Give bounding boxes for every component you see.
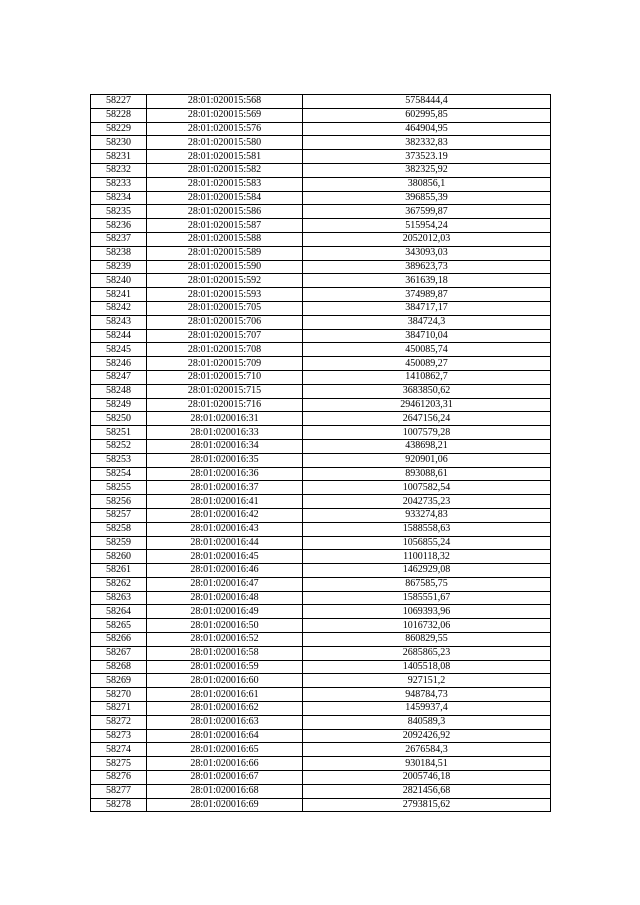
table-row [91, 619, 551, 633]
value-cell: 2676584,3 [303, 743, 551, 757]
table-row [91, 439, 551, 453]
row-number-cell: 58232 [91, 163, 147, 177]
value-cell: 1405518,08 [303, 660, 551, 674]
value-cell: 367599,87 [303, 205, 551, 219]
table-row [91, 550, 551, 564]
table-row [91, 481, 551, 495]
row-number-cell: 58277 [91, 784, 147, 798]
cadastral-number-cell: 28:01:020016:66 [147, 757, 303, 771]
value-cell: 840589,3 [303, 715, 551, 729]
table-row [91, 163, 551, 177]
value-cell: 602995,85 [303, 108, 551, 122]
table-body [91, 95, 551, 812]
row-number-cell: 58260 [91, 550, 147, 564]
table-row [91, 260, 551, 274]
row-number-cell: 58258 [91, 522, 147, 536]
cadastral-number-cell: 28:01:020016:67 [147, 771, 303, 785]
cadastral-number-cell: 28:01:020015:569 [147, 108, 303, 122]
cadastral-number-cell: 28:01:020016:59 [147, 660, 303, 674]
table-row [91, 522, 551, 536]
row-number-cell: 58247 [91, 370, 147, 384]
row-number-cell: 58267 [91, 646, 147, 660]
row-number-cell: 58245 [91, 343, 147, 357]
cadastral-number-cell: 28:01:020016:52 [147, 633, 303, 647]
row-number-cell: 58251 [91, 426, 147, 440]
value-cell: 450085,74 [303, 343, 551, 357]
value-cell: 450089,27 [303, 357, 551, 371]
row-number-cell: 58263 [91, 591, 147, 605]
cadastral-number-cell: 28:01:020015:589 [147, 246, 303, 260]
table-row [91, 288, 551, 302]
table-row [91, 191, 551, 205]
table-row [91, 729, 551, 743]
value-cell: 29461203,31 [303, 398, 551, 412]
cadastral-number-cell: 28:01:020016:36 [147, 467, 303, 481]
table-row [91, 591, 551, 605]
row-number-cell: 58253 [91, 453, 147, 467]
table-row [91, 715, 551, 729]
value-cell: 380856,1 [303, 177, 551, 191]
row-number-cell: 58240 [91, 274, 147, 288]
value-cell: 860829,55 [303, 633, 551, 647]
table-row [91, 771, 551, 785]
table-row [91, 784, 551, 798]
cadastral-number-cell: 28:01:020016:44 [147, 536, 303, 550]
row-number-cell: 58259 [91, 536, 147, 550]
value-cell: 920901,06 [303, 453, 551, 467]
table-row [91, 177, 551, 191]
cadastral-number-cell: 28:01:020016:46 [147, 564, 303, 578]
cadastral-number-cell: 28:01:020015:715 [147, 384, 303, 398]
table-row [91, 688, 551, 702]
cadastral-number-cell: 28:01:020016:50 [147, 619, 303, 633]
value-cell: 343093,03 [303, 246, 551, 260]
cadastral-number-cell: 28:01:020015:716 [147, 398, 303, 412]
cadastral-number-cell: 28:01:020016:58 [147, 646, 303, 660]
row-number-cell: 58261 [91, 564, 147, 578]
value-cell: 948784,73 [303, 688, 551, 702]
value-cell: 438698,21 [303, 439, 551, 453]
value-cell: 1069393,96 [303, 605, 551, 619]
table-row [91, 357, 551, 371]
table-row [91, 205, 551, 219]
table-row [91, 108, 551, 122]
value-cell: 396855,39 [303, 191, 551, 205]
table-row [91, 219, 551, 233]
cadastral-number-cell: 28:01:020015:581 [147, 150, 303, 164]
table-row [91, 798, 551, 812]
table-row [91, 508, 551, 522]
table-row [91, 577, 551, 591]
row-number-cell: 58241 [91, 288, 147, 302]
row-number-cell: 58275 [91, 757, 147, 771]
cadastral-number-cell: 28:01:020016:69 [147, 798, 303, 812]
data-table [90, 94, 551, 812]
row-number-cell: 58269 [91, 674, 147, 688]
row-number-cell: 58268 [91, 660, 147, 674]
row-number-cell: 58249 [91, 398, 147, 412]
cadastral-number-cell: 28:01:020015:705 [147, 301, 303, 315]
table-row [91, 564, 551, 578]
row-number-cell: 58254 [91, 467, 147, 481]
cadastral-number-cell: 28:01:020015:592 [147, 274, 303, 288]
cadastral-number-cell: 28:01:020015:568 [147, 95, 303, 109]
value-cell: 382332,83 [303, 136, 551, 150]
cadastral-number-cell: 28:01:020015:576 [147, 122, 303, 136]
row-number-cell: 58271 [91, 702, 147, 716]
row-number-cell: 58229 [91, 122, 147, 136]
row-number-cell: 58230 [91, 136, 147, 150]
table-row [91, 136, 551, 150]
cadastral-number-cell: 28:01:020016:45 [147, 550, 303, 564]
value-cell: 3683850,62 [303, 384, 551, 398]
row-number-cell: 58244 [91, 329, 147, 343]
value-cell: 930184,51 [303, 757, 551, 771]
row-number-cell: 58256 [91, 495, 147, 509]
value-cell: 1056855,24 [303, 536, 551, 550]
table-row [91, 536, 551, 550]
cadastral-number-cell: 28:01:020016:47 [147, 577, 303, 591]
value-cell: 1016732,06 [303, 619, 551, 633]
row-number-cell: 58233 [91, 177, 147, 191]
value-cell: 5758444,4 [303, 95, 551, 109]
cadastral-number-cell: 28:01:020015:708 [147, 343, 303, 357]
table-row [91, 122, 551, 136]
value-cell: 1100118,32 [303, 550, 551, 564]
cadastral-number-cell: 28:01:020015:590 [147, 260, 303, 274]
value-cell: 1007582,54 [303, 481, 551, 495]
value-cell: 867585,75 [303, 577, 551, 591]
cadastral-number-cell: 28:01:020015:706 [147, 315, 303, 329]
value-cell: 384710,04 [303, 329, 551, 343]
table-row [91, 274, 551, 288]
table-row [91, 605, 551, 619]
cadastral-number-cell: 28:01:020016:42 [147, 508, 303, 522]
cadastral-number-cell: 28:01:020016:35 [147, 453, 303, 467]
value-cell: 1459937,4 [303, 702, 551, 716]
cadastral-number-cell: 28:01:020016:41 [147, 495, 303, 509]
cadastral-number-cell: 28:01:020016:65 [147, 743, 303, 757]
cadastral-number-cell: 28:01:020016:43 [147, 522, 303, 536]
table-row [91, 426, 551, 440]
cadastral-number-cell: 28:01:020015:709 [147, 357, 303, 371]
row-number-cell: 58264 [91, 605, 147, 619]
row-number-cell: 58243 [91, 315, 147, 329]
cadastral-number-cell: 28:01:020016:37 [147, 481, 303, 495]
value-cell: 464904,95 [303, 122, 551, 136]
row-number-cell: 58250 [91, 412, 147, 426]
table-row [91, 246, 551, 260]
cadastral-number-cell: 28:01:020016:48 [147, 591, 303, 605]
value-cell: 2647156,24 [303, 412, 551, 426]
row-number-cell: 58257 [91, 508, 147, 522]
value-cell: 2052012,03 [303, 232, 551, 246]
table-row [91, 702, 551, 716]
cadastral-number-cell: 28:01:020015:588 [147, 232, 303, 246]
table-row [91, 453, 551, 467]
table-row [91, 398, 551, 412]
value-cell: 1410862,7 [303, 370, 551, 384]
row-number-cell: 58242 [91, 301, 147, 315]
value-cell: 1007579,28 [303, 426, 551, 440]
table-row [91, 329, 551, 343]
value-cell: 2821456,68 [303, 784, 551, 798]
table-row [91, 315, 551, 329]
value-cell: 1588558,63 [303, 522, 551, 536]
cadastral-number-cell: 28:01:020016:61 [147, 688, 303, 702]
table-row [91, 95, 551, 109]
table-row [91, 743, 551, 757]
cadastral-number-cell: 28:01:020015:586 [147, 205, 303, 219]
row-number-cell: 58265 [91, 619, 147, 633]
table-row [91, 495, 551, 509]
row-number-cell: 58231 [91, 150, 147, 164]
cadastral-number-cell: 28:01:020016:60 [147, 674, 303, 688]
cadastral-number-cell: 28:01:020016:31 [147, 412, 303, 426]
cadastral-number-cell: 28:01:020016:64 [147, 729, 303, 743]
row-number-cell: 58237 [91, 232, 147, 246]
value-cell: 384717,17 [303, 301, 551, 315]
row-number-cell: 58239 [91, 260, 147, 274]
row-number-cell: 58228 [91, 108, 147, 122]
cadastral-number-cell: 28:01:020015:707 [147, 329, 303, 343]
row-number-cell: 58266 [91, 633, 147, 647]
cadastral-number-cell: 28:01:020016:33 [147, 426, 303, 440]
row-number-cell: 58236 [91, 219, 147, 233]
table-row [91, 467, 551, 481]
row-number-cell: 58238 [91, 246, 147, 260]
row-number-cell: 58234 [91, 191, 147, 205]
table-row [91, 150, 551, 164]
value-cell: 933274,83 [303, 508, 551, 522]
row-number-cell: 58235 [91, 205, 147, 219]
row-number-cell: 58248 [91, 384, 147, 398]
value-cell: 382325,92 [303, 163, 551, 177]
value-cell: 373523.19 [303, 150, 551, 164]
row-number-cell: 58246 [91, 357, 147, 371]
value-cell: 361639,18 [303, 274, 551, 288]
cadastral-number-cell: 28:01:020015:593 [147, 288, 303, 302]
value-cell: 893088,61 [303, 467, 551, 481]
cadastral-number-cell: 28:01:020016:63 [147, 715, 303, 729]
row-number-cell: 58262 [91, 577, 147, 591]
cadastral-number-cell: 28:01:020015:582 [147, 163, 303, 177]
table-row [91, 633, 551, 647]
table-row [91, 674, 551, 688]
row-number-cell: 58255 [91, 481, 147, 495]
row-number-cell: 58270 [91, 688, 147, 702]
table-row [91, 412, 551, 426]
value-cell: 1585551,67 [303, 591, 551, 605]
value-cell: 2793815,62 [303, 798, 551, 812]
cadastral-number-cell: 28:01:020015:710 [147, 370, 303, 384]
value-cell: 2685865,23 [303, 646, 551, 660]
table-row [91, 343, 551, 357]
cadastral-number-cell: 28:01:020015:587 [147, 219, 303, 233]
value-cell: 2005746,18 [303, 771, 551, 785]
cadastral-number-cell: 28:01:020016:68 [147, 784, 303, 798]
value-cell: 927151,2 [303, 674, 551, 688]
cadastral-number-cell: 28:01:020015:580 [147, 136, 303, 150]
value-cell: 389623,73 [303, 260, 551, 274]
cadastral-number-cell: 28:01:020015:584 [147, 191, 303, 205]
value-cell: 2092426,92 [303, 729, 551, 743]
value-cell: 515954,24 [303, 219, 551, 233]
row-number-cell: 58273 [91, 729, 147, 743]
cadastral-number-cell: 28:01:020016:62 [147, 702, 303, 716]
table-row [91, 757, 551, 771]
row-number-cell: 58272 [91, 715, 147, 729]
table-row [91, 370, 551, 384]
cadastral-number-cell: 28:01:020016:34 [147, 439, 303, 453]
table-row [91, 232, 551, 246]
row-number-cell: 58252 [91, 439, 147, 453]
value-cell: 1462929,08 [303, 564, 551, 578]
row-number-cell: 58278 [91, 798, 147, 812]
table-row [91, 660, 551, 674]
value-cell: 374989,87 [303, 288, 551, 302]
table-row [91, 646, 551, 660]
table-row [91, 301, 551, 315]
row-number-cell: 58227 [91, 95, 147, 109]
row-number-cell: 58274 [91, 743, 147, 757]
cadastral-number-cell: 28:01:020015:583 [147, 177, 303, 191]
row-number-cell: 58276 [91, 771, 147, 785]
value-cell: 2042735,23 [303, 495, 551, 509]
value-cell: 384724,3 [303, 315, 551, 329]
table-row [91, 384, 551, 398]
cadastral-number-cell: 28:01:020016:49 [147, 605, 303, 619]
